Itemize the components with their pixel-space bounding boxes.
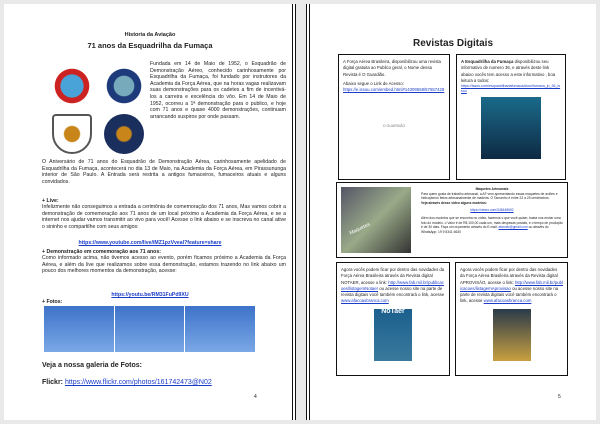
photo-2 <box>115 306 184 352</box>
aprovisao-cover <box>493 309 531 361</box>
box-guardiao <box>338 54 450 180</box>
page-number: 5 <box>558 394 561 400</box>
gallery-heading: Veja a nossa galeria de Fotos: <box>42 362 142 369</box>
flickr-label: Flickr: <box>42 379 64 386</box>
fumaca-cover <box>481 97 541 159</box>
youtube-live-link[interactable]: https://www.youtube.com/live/iMZ1pzVveal?feature=share <box>78 240 222 246</box>
box1-link[interactable]: https://e.issuu.com/embed.html#14309558/57657428 <box>343 87 445 93</box>
section-title: Revistas Digitais <box>412 38 494 49</box>
logo-badge-2 <box>104 66 144 106</box>
maquetes-photo-label: Maquetes <box>348 221 372 237</box>
box3-site-link[interactable]: www.afacoasbranca.com <box>341 298 389 304</box>
box1-sub: Abaixo segue o Link de Acesso: <box>343 80 404 86</box>
page-number: 4 <box>254 394 257 400</box>
box-aprovisao <box>455 262 568 376</box>
live-text: Infelizmente não conseguimos a entrada a cerimônia de comemoração dos 71 anos, Mas vamos cobrir a demonstração de comemoração aos 71 anos de um local próximo a Academia da Força Aérea, e se a internet nos ajudar vamos transmitir ao vivo para você! Acesse o link abaixo e se inscreva no canal ative o sininho e compartilhe com seus amigos: <box>42 204 286 230</box>
box3-text: Agora vocês podem ficar por dentro das novidades da Força Aérea Brasileira através da Revista digital NOTAER, acesse o link: <box>341 267 445 285</box>
box4-text2: ou acesse nosso site na parte de revista digitais você também encontrará o link, acesse <box>460 285 559 304</box>
vimeo-link[interactable]: https://vimeo.com/348448692 <box>470 208 514 213</box>
photos-heading: + Fotos: <box>42 299 63 305</box>
intro-text: Fundada em 14 de Maio de 1952, o Esquadrão de Demonstração Aéreo, conhecido carinhosamente por Esquadrilha da Fumaça, foi fundado por instrutores da Academia da Força Aérea, que na horas vagas realizavam suas demonstrações para os cadetes a fim de incentivá-los a carreira e excelência do vôo. Em 14 de Maio de 1952, ocorreu a 1ª demonstração para o publico, e hoje com 71 anos e quase 4000 demonstrações, continuam arrancando suspiros por onde passam. <box>150 61 286 120</box>
anniversary-paragraph: O Aniversário de 71 anos do Esquadrão de Demonstração Aérea, carinhosamente apelidado de Esquadrilha da Fumaça, acontecerá no dia 13 de Maio, na Academia da Força Aérea, em Pirassununga interior de São Paulo. A Entrada será restrita a antigos fumaceiros, fumaceiros atuais e alguns convidados. <box>42 159 286 185</box>
maquetes-text2: Além dos modelos que se encontra no vídeo, fazemos o que você quiser, basta nos enviar uma foto do modelo, o Valor é de R$ 100,00 cada um, mais despesas postais, e o tempo de produção é de 30 dias. Faça um orçamento através do E-mail: <box>421 215 563 230</box>
kicker: Historia da Aviação <box>124 32 176 38</box>
right-page <box>306 4 596 420</box>
maquetes-title: Maquetes Artesanais <box>475 187 509 191</box>
maquetes-text: Para quem gosta de trabalho artesanal, a AF vem apresentando essas maquetes de aviões e helicópteros feitos artesanalmente de madeira. O Tamanho é entre 22 a 25 centímetros. <box>421 191 558 201</box>
photo-1 <box>44 306 114 352</box>
box-fumaca <box>456 54 566 180</box>
guardiao-cover: O GUARDIÃO <box>382 124 406 129</box>
box-notaer <box>336 262 450 376</box>
youtube-demo-link[interactable]: https://youtu.be/RM31FuPd9XU <box>111 292 189 298</box>
demo-heading: + Demonstração em comemoração aos 71 anos: <box>42 249 161 255</box>
box3-text2: ou acesse nosso site na parte de revista digitais você também encontrará o link, acesse <box>341 285 445 298</box>
aprovisao-link[interactable]: http://www.fab.mil.br/publicacoes/listagemAprovisao <box>460 279 563 291</box>
photo-3 <box>185 306 255 352</box>
logo-badge-4 <box>104 114 144 154</box>
logo-badge-3 <box>52 114 92 154</box>
flickr-link[interactable]: https://www.flickr.com/photos/161742473@N02 <box>64 379 212 386</box>
live-heading: + Live: <box>42 198 59 204</box>
left-page <box>4 4 296 420</box>
box-maquetes <box>336 182 568 258</box>
box2-link[interactable]: https://issuu.com/esquadrilhadafumaca/docs/fumaca_jn_36_issuu <box>461 84 561 93</box>
maquetes-sub: Veja através desse vídeo alguns modelos: <box>421 200 487 205</box>
box4-site-link[interactable]: www.afacoasbranca.com <box>483 298 532 304</box>
demo-text: Como informado acima, não tivemos acesso ao evento, porém ficamos próximo a Academia da Força Aérea, e além da live que realizamos sobre essa demonstração, estamos trazendo no link abaixo um pouco dos melhores momentos da demonstração, acesse: <box>42 255 286 275</box>
box1-text: A Força Aérea Brasileira, disponibilizou uma revista digital gratuita ao Publico geral, o Nome dessa Revista é O Guardião. <box>343 59 441 77</box>
box2-text: disponibilizou seu informativo de numero 36, e através deste link abaixo vocês tem acesso a este informativo , boa leitura a todos: <box>461 59 556 83</box>
notaer-cover: NoTaer <box>374 309 412 361</box>
logo-badge-1 <box>52 66 92 106</box>
box4-text: Agora vocês podem ficar por dentro das novidades da Força Aérea Brasileira através da Revista digital APROVISÃO, acesse o link: <box>460 267 558 285</box>
email-link[interactable]: afaudio@gmail.com <box>498 225 528 230</box>
maquetes-text3: ou através do WhatsApp: 19 9 8341 6630 <box>421 225 549 234</box>
box2-bold: A Esquadrilha da Fumaça <box>461 59 514 64</box>
article-title: 71 anos da Esquadrilha da Fumaça <box>87 41 213 50</box>
notaer-link[interactable]: http://www.fab.mil.br/publicacoes/listagemNotaer <box>341 279 444 291</box>
